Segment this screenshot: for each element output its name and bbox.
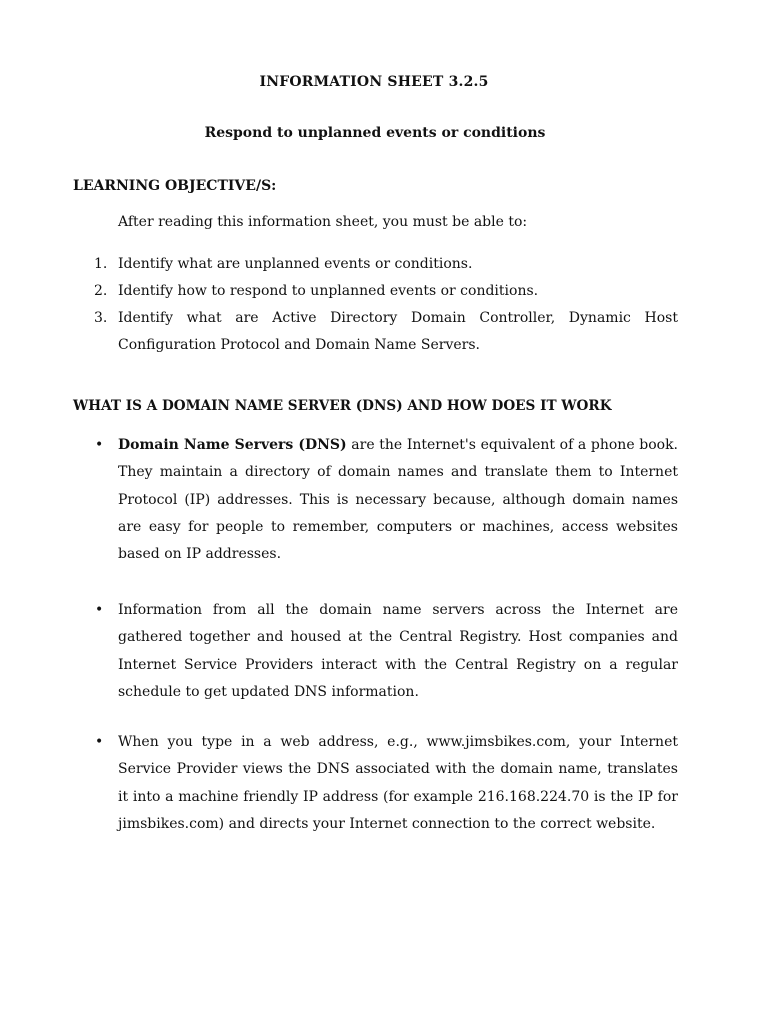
objective-item [92,278,678,305]
bullet-item [92,729,678,838]
objective-number: 1. [94,256,108,272]
page-subtitle: Respond to unplanned events or conditions [204,125,546,141]
objective-text: Identify what are Active Directory Domain Controller, Dynamic Host Configuration Protocol and Domain Name Servers. [118,310,678,353]
bullet-symbol: • [95,734,104,750]
objective-number: 3. [94,310,108,326]
page-title: INFORMATION SHEET 3.2.5 [259,74,489,90]
objective-item [92,251,678,278]
objective-text: Identify how to respond to unplanned events or conditions. [118,283,539,299]
dns-heading: WHAT IS A DOMAIN NAME SERVER (DNS) AND HOW DOES IT WORK [73,398,612,414]
bullet-text: are the Internet's equivalent of a phone book. They maintain a directory of domain names and translate them to Internet Protocol (IP) addresses. This is necessary because, although domain names are easy for people to remember, computers or machines, access websites based on IP addresses. [118,437,678,563]
bullet-symbol: • [95,437,104,453]
objective-text: Identify what are unplanned events or conditions. [118,256,473,272]
objectives-heading: LEARNING OBJECTIVE/S: [73,178,277,194]
bullet-text: Information from all the domain name servers across the Internet are gathered together and housed at the Central Registry. Host companies and Internet Service Providers interact with the Central Registry on a regular schedule to get updated DNS information. [118,602,678,700]
bullet-lead-text: Domain Name Servers (DNS) [118,437,347,453]
objectives-intro: After reading this information sheet, you must be able to: [118,214,528,230]
bullet-symbol: • [95,602,104,618]
objectives-list [92,251,678,359]
bullet-list [92,432,678,568]
objective-item [92,305,678,359]
bullet-list [92,729,678,838]
objective-number: 2. [94,283,108,299]
bullet-item [92,432,678,568]
bullet-item [92,597,678,706]
bullet-text: When you type in a web address, e.g., www.jimsbikes.com, your Internet Service Provider views the DNS associated with the domain name, translates it into a machine friendly IP address (for example 216.168.224.70 is the IP for jimsbikes.com) and directs your Internet connection to the correct website. [118,734,678,832]
bullet-list [92,597,678,706]
